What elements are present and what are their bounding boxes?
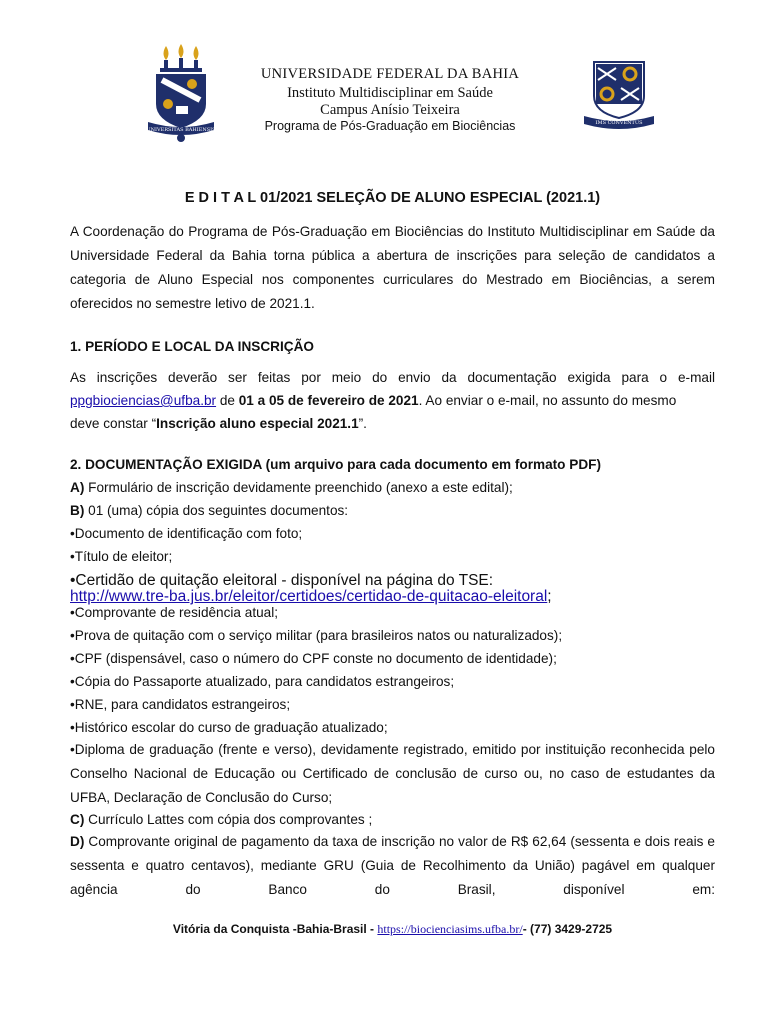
header-institute: Instituto Multidisciplinar em Saúde <box>287 85 493 101</box>
item-b-text: 01 (uma) cópia dos seguintes documentos: <box>84 503 349 518</box>
footer <box>70 922 715 937</box>
item-c <box>70 812 715 827</box>
item-c-text: Currículo Lattes com cópia dos comprovantes ; <box>84 812 373 827</box>
item-c-label: C) <box>70 812 85 827</box>
email-link[interactable]: ppgbiociencias@ufba.br <box>70 393 217 408</box>
item-a <box>70 480 715 495</box>
section-2-heading: 2. DOCUMENTAÇÃO EXIGIDA (um arquivo para cada documento em formato PDF) <box>70 457 601 472</box>
bullet-historico: •Histórico escolar do curso de graduação atualizado; <box>70 720 388 735</box>
bullet-residencia: •Comprovante de residência atual; <box>70 605 279 620</box>
footer-phone: - (77) 3429-2725 <box>522 922 613 936</box>
tse-link-line <box>70 588 715 606</box>
item-a-text: Formulário de inscrição devidamente preenchido (anexo a este edital); <box>84 480 513 495</box>
tse-link[interactable]: http://www.tre-ba.jus.br/eleitor/certidoes/certidao-de-quitacao-eleitoral <box>70 588 548 605</box>
ufba-crest-banner-text: UNIVERSITAS BAHIENSIS <box>146 127 216 133</box>
item-b-label: B) <box>70 503 85 518</box>
bullet-diploma: •Diploma de graduação (frente e verso), devidamente registrado, emitido por instituição reconhecida pelo Conselho Nacional de Educação ou Certificado de conclusão de curso ou, no caso de estudantes da UFBA, Declaração de Conclusão do Curso; <box>70 742 715 805</box>
inscription-dates: 01 a 05 de fevereiro de 2021 <box>238 393 419 408</box>
bullet-titulo-eleitor: •Título de eleitor; <box>70 549 173 564</box>
ims-crest-banner-text: IMS CONVENTUS <box>595 120 643 126</box>
item-d <box>70 830 715 902</box>
footer-location: Vitória da Conquista -Bahia-Brasil - <box>172 922 378 936</box>
bullet-cpf: •CPF (dispensável, caso o número do CPF conste no documento de identidade); <box>70 651 557 666</box>
bullet-certidao: •Certidão de quitação eleitoral - disponível na página do TSE: <box>70 572 494 589</box>
section-1-line-1: As inscrições deverão ser feitas por meio do envio da documentação exigida para o e-mail <box>70 370 715 385</box>
tse-link-suffix: ; <box>547 588 552 605</box>
footer-url-link[interactable]: https://biocienciasims.ufba.br/ <box>377 922 523 936</box>
subject-prefix: deve constar “ <box>70 416 157 431</box>
after-dates-text: . Ao enviar o e-mail, no assunto do mesmo <box>418 393 677 408</box>
item-a-label: A) <box>70 480 85 495</box>
header-university: UNIVERSIDADE FEDERAL DA BAHIA <box>260 66 520 82</box>
item-d-label: D) <box>70 834 85 849</box>
ims-crest-icon <box>580 58 658 130</box>
bullet-passaporte: •Cópia do Passaporte atualizado, para candidatos estrangeiros; <box>70 674 455 689</box>
header-campus: Campus Anísio Teixeira <box>320 102 460 118</box>
bullet-rne: •RNE, para candidatos estrangeiros; <box>70 697 291 712</box>
bullet-identificacao: •Documento de identificação com foto; <box>70 526 303 541</box>
subject-suffix: ”. <box>358 416 367 431</box>
section-1-line-2 <box>70 393 715 408</box>
edital-title: E D I T A L 01/2021 SELEÇÃO DE ALUNO ESPECIAL (2021.1) <box>184 190 601 206</box>
section-1-line-3 <box>70 416 715 431</box>
header-program: Programa de Pós-Graduação em Biociências <box>264 119 516 133</box>
bullet-militar: •Prova de quitação com o serviço militar (para brasileiros natos ou naturalizados); <box>70 628 563 643</box>
intro-paragraph: A Coordenação do Programa de Pós-Graduação em Biociências do Instituto Multidisciplinar em Saúde da Universidade Federal da Bahia torna pública a abertura de inscrições para seleção de candidatos a categoria de Aluno Especial nos componentes curriculares do Mestrado em Biociências, a serem oferecidos no semestre letivo de 2021.1. <box>70 224 715 311</box>
item-d-text: Comprovante original de pagamento da taxa de inscrição no valor de R$ 62,64 (sessenta e dois reais e sessenta e quatro centavos), mediante GRU (Guia de Recolhimento da União) pagável em qualquer agência do Banco do Brasil, disponível em: <box>70 834 715 897</box>
email-subject: Inscrição aluno especial 2021.1 <box>156 416 359 431</box>
item-b <box>70 503 715 518</box>
section-1-heading: 1. PERÍODO E LOCAL DA INSCRIÇÃO <box>70 339 314 354</box>
de-text: de <box>216 393 239 408</box>
